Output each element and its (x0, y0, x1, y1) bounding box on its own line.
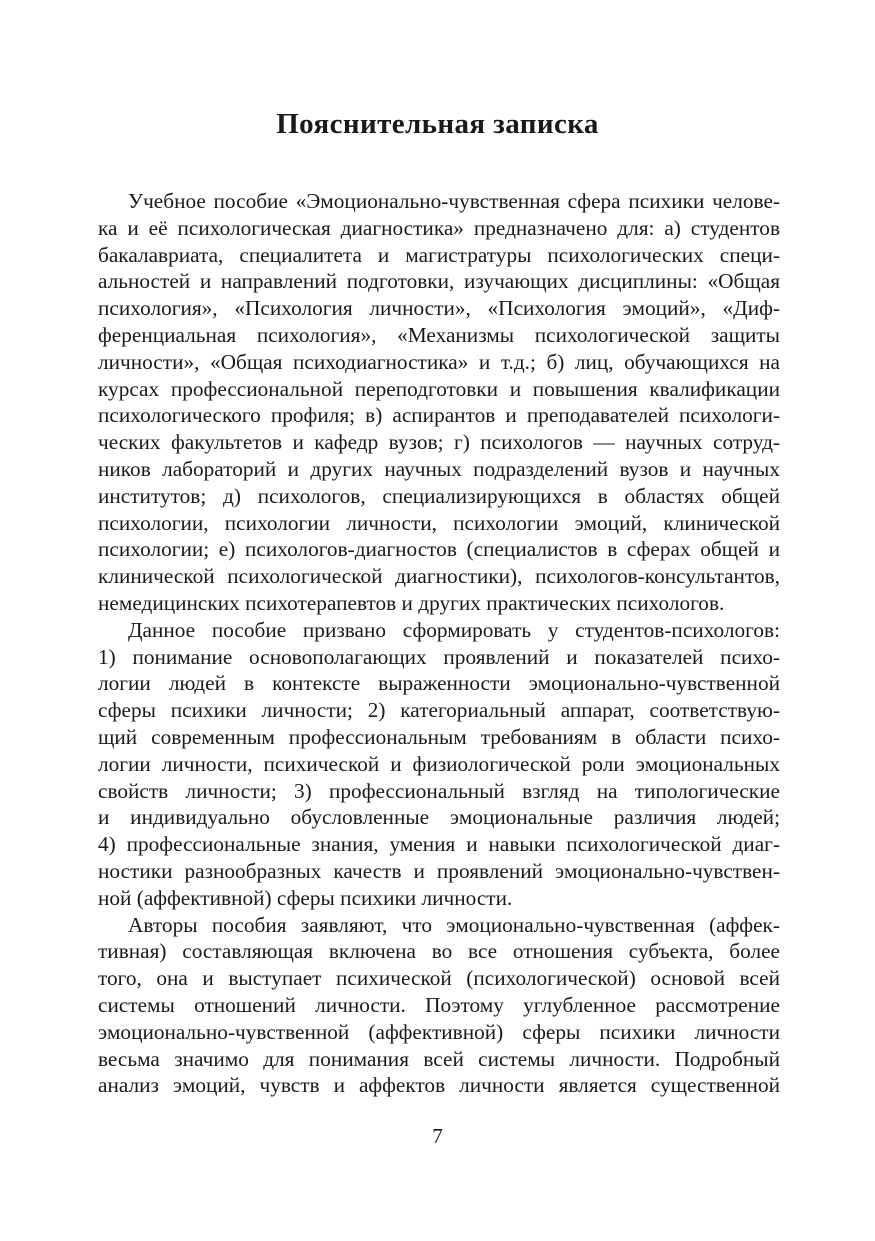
text-line: сферы психики личности; 2) категориальный аппарат, соответствую- (98, 698, 780, 723)
text-line: 4) профессиональные знания, умения и навыки психологической диаг- (98, 832, 780, 857)
text-line: ференциальная психология», «Механизмы психологической защиты (98, 322, 780, 347)
page-number: 7 (432, 1124, 443, 1148)
text-line: ка и её психологическая диагностика» предназначено для: а) студентов (98, 215, 780, 240)
text-line: клинической психологической диагностики), психологов-консультантов, (98, 564, 780, 589)
text-line: Авторы пособия заявляют, что эмоционально-чувственная (аффек- (128, 912, 780, 937)
paragraph-3 (98, 912, 780, 1100)
text-line: логии людей в контексте выраженности эмоционально-чувственной (98, 671, 780, 696)
text-line: тивная) составляющая включена во все отношения субъекта, более (98, 939, 780, 964)
page-title: Пояснительная записка (276, 108, 599, 140)
text-line: логии личности, психической и физиологической роли эмоциональных (98, 751, 780, 776)
text-line: немедицинских психотерапевтов и других практических психологов. (98, 590, 725, 615)
text-line: Учебное пособие «Эмоционально-чувственная сфера психики челове- (128, 189, 780, 213)
text-line: щий современным профессиональным требованиям в области психо- (98, 724, 780, 749)
text-line: психологического профиля; в) аспирантов и преподавателей психологи- (98, 403, 780, 428)
text-line: и индивидуально обусловленные эмоциональные различия людей; (98, 805, 780, 830)
text-line: психологии; е) психологов-диагностов (специалистов в сферах общей и (98, 537, 780, 562)
text-line: институтов; д) психологов, специализирующихся в областях общей (98, 483, 780, 508)
text-line: системы отношений личности. Поэтому углубленное рассмотрение (98, 992, 780, 1017)
text-line: курсах профессиональной переподготовки и повышения квалификации (98, 376, 780, 401)
body-text (98, 188, 780, 1099)
text-line: 1) понимание основополагающих проявлений и показателей психо- (98, 644, 780, 669)
text-line: психология», «Психология личности», «Психология эмоций», «Диф- (98, 296, 780, 321)
paragraph-2 (98, 617, 780, 912)
paragraph-1 (98, 188, 780, 617)
text-line: свойств личности; 3) профессиональный взгляд на типологические (98, 778, 780, 803)
text-line: того, она и выступает психической (психологической) основой всей (98, 966, 780, 991)
text-line: ностики разнообразных качеств и проявлений эмоционально-чувствен- (98, 858, 780, 883)
text-line: ников лабораторий и других научных подразделений вузов и научных (98, 456, 780, 481)
text-line: альностей и направлений подготовки, изучающих дисциплины: «Общая (98, 269, 780, 294)
text-line: эмоционально-чувственной (аффективной) сферы психики личности (98, 1019, 780, 1044)
text-line: бакалавриата, специалитета и магистратуры психологических специ- (98, 242, 780, 267)
text-line: весьма значимо для понимания всей системы личности. Подробный (98, 1046, 780, 1071)
text-line: ной (аффективной) сферы психики личности. (98, 885, 513, 910)
text-line: Данное пособие призвано сформировать у студентов-психологов: (128, 617, 780, 642)
text-line: анализ эмоций, чувств и аффектов личности является существенной (98, 1073, 780, 1098)
text-line: психологии, психологии личности, психологии эмоций, клинической (98, 510, 780, 535)
text-line: ческих факультетов и кафедр вузов; г) психологов — научных сотруд- (98, 430, 780, 455)
text-line: личности», «Общая психодиагностика» и т.д.; б) лиц, обучающихся на (98, 349, 780, 374)
